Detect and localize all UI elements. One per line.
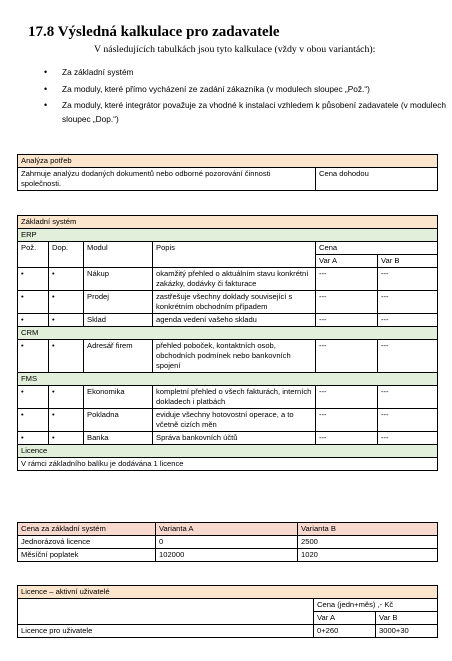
bullet-item: • Za základní systém <box>44 67 134 77</box>
analysis-title: Analýza potřeb <box>18 155 438 168</box>
base-system-table <box>17 215 438 471</box>
bullet-item: • Za moduly, které integrátor považuje za vhodné k instalaci vzhledem k působení zadavatele (v modulech sloupec „Dop.“) <box>44 100 447 124</box>
base-title: Základní systém <box>18 216 438 229</box>
section-heading: 17.8 Výsledná kalkulace pro zadavatele <box>28 24 280 40</box>
users-cena: Cena (jedn+měs) ,- Kč <box>314 599 438 612</box>
price-header-a: Varianta A <box>156 523 298 536</box>
price-header-label: Cena za základní systém <box>18 523 156 536</box>
crm-group: CRM <box>18 327 438 340</box>
table-row: • • Sklad agenda vedení vašeho skladu --- --- <box>18 314 438 327</box>
col-dop: Dop. <box>49 242 84 268</box>
table-row: Jednorázová licence 0 2500 <box>18 536 438 549</box>
users-var-a: Var A <box>314 612 376 625</box>
analysis-description: Zahrnuje analýzu dodaných dokumentů nebo odborné pozorování činnosti společnosti. <box>18 168 316 191</box>
col-poz: Pož. <box>18 242 49 268</box>
col-cena: Cena <box>316 242 438 255</box>
licence-text: V rámci základního balíku je dodávána 1 licence <box>18 458 438 471</box>
analysis-table <box>17 154 438 191</box>
table-row: • • Prodej zastřešuje všechny doklady související s konkrétním obchodním případem --- --- <box>18 291 438 314</box>
col-var-a: Var A <box>316 255 378 268</box>
licence-group: Licence <box>18 445 438 458</box>
analysis-price: Cena dohodou <box>316 168 438 191</box>
price-header-b: Varianta B <box>298 523 438 536</box>
col-var-b: Var B <box>378 255 438 268</box>
table-row: • • Nákup okamžitý přehled o aktuálním stavu konkrétní zakázky, dodávky či fakturace --- --- <box>18 268 438 291</box>
col-modul: Modul <box>84 242 153 268</box>
col-popis: Popis <box>153 242 316 268</box>
fms-group: FMS <box>18 373 438 386</box>
base-price-table <box>17 522 438 562</box>
intro-text: V následujících tabulkách jsou tyto kalkulace (vždy v obou variantách): <box>94 44 376 55</box>
users-licence-table <box>17 585 438 638</box>
bullet-list <box>44 66 449 129</box>
table-row: Měsíční poplatek 102000 1020 <box>18 549 438 562</box>
erp-group: ERP <box>18 229 438 242</box>
bullet-item: • Za moduly, které přímo vycházení ze zadání zákazníka (v modulech sloupec „Pož.“) <box>44 83 370 94</box>
table-row: Licence pro uživatele 0+260 3000+30 <box>18 625 438 638</box>
table-row: • • Banka Správa bankovních účtů --- --- <box>18 432 438 445</box>
table-row: • • Pokladna eviduje všechny hotovostní operace, a to včetně cizích měn --- --- <box>18 409 438 432</box>
table-row: • • Ekonomika kompletní přehled o všech fakturách, interních dokladech i platbách --- --- <box>18 386 438 409</box>
table-row: • • Adresář firem přehled poboček, kontaktních osob, obchodních podmínek nebo bankovních spojení --- --- <box>18 340 438 373</box>
users-title: Licence – aktivní uživatelé <box>18 586 438 599</box>
users-var-b: Var B <box>376 612 438 625</box>
